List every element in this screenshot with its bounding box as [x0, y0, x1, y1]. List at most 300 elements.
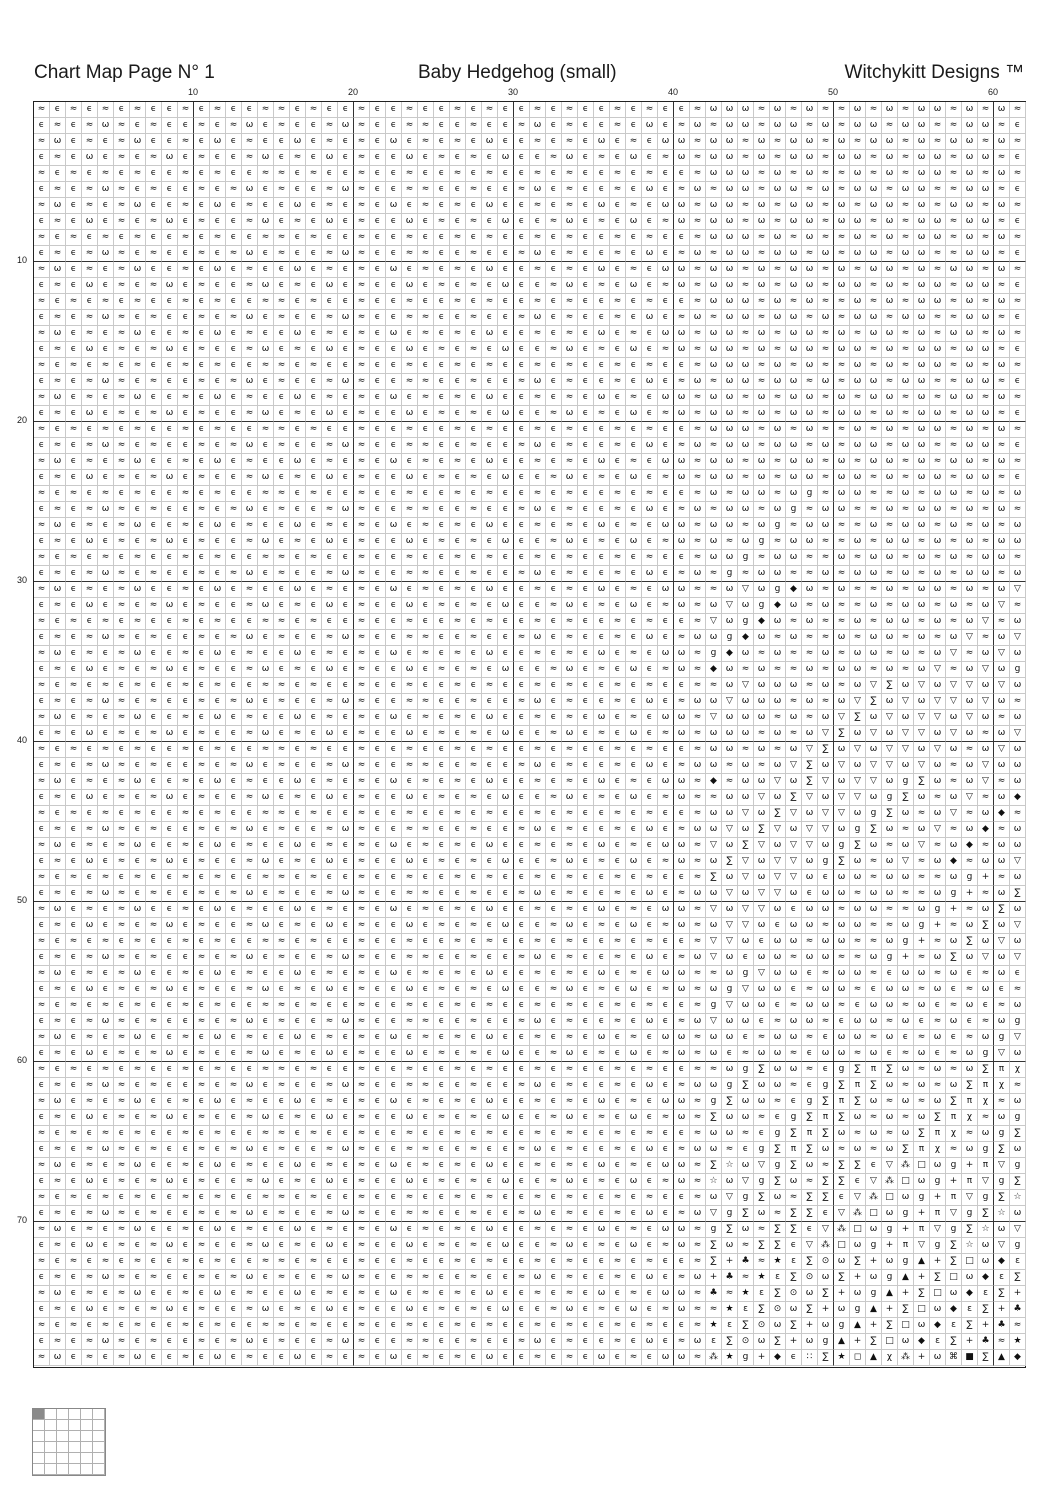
stitch-cell: ≈: [274, 950, 290, 966]
stitch-cell: ω: [786, 214, 802, 230]
stitch-cell: ≈: [466, 726, 482, 742]
stitch-cell: ≈: [866, 870, 882, 886]
stitch-cell: ω: [930, 1158, 946, 1174]
stitch-cell: ≈: [466, 1014, 482, 1030]
stitch-cell: ≈: [546, 854, 562, 870]
stitch-cell: ≈: [818, 278, 834, 294]
stitch-cell: ≈: [226, 182, 242, 198]
stitch-cell: ω: [834, 550, 850, 566]
stitch-cell: ≈: [450, 582, 466, 598]
stitch-cell: ω: [706, 166, 722, 182]
stitch-cell: ϵ: [274, 342, 290, 358]
stitch-cell: ϵ: [466, 1062, 482, 1078]
stitch-cell: ϵ: [578, 582, 594, 598]
stitch-cell: ω: [626, 918, 642, 934]
stitch-cell: ω: [482, 262, 498, 278]
stitch-cell: ω: [482, 1286, 498, 1302]
stitch-cell: ω: [258, 150, 274, 166]
stitch-cell: ϵ: [322, 678, 338, 694]
stitch-cell: ≈: [562, 630, 578, 646]
stitch-cell: ω: [738, 886, 754, 902]
stitch-cell: ≈: [866, 278, 882, 294]
stitch-cell: ∑: [962, 1318, 978, 1334]
stitch-cell: ω: [690, 822, 706, 838]
stitch-cell: ϵ: [418, 486, 434, 502]
stitch-cell: ω: [994, 582, 1010, 598]
stitch-cell: ≈: [82, 1014, 98, 1030]
stitch-cell: ≈: [274, 822, 290, 838]
stitch-cell: ϵ: [306, 966, 322, 982]
stitch-cell: ≈: [226, 246, 242, 262]
stitch-cell: ≈: [354, 1206, 370, 1222]
stitch-cell: ϵ: [418, 166, 434, 182]
stitch-cell: ϵ: [386, 550, 402, 566]
stitch-cell: ϵ: [34, 1302, 50, 1318]
stitch-cell: ≈: [994, 1094, 1010, 1110]
stitch-cell: ≈: [226, 758, 242, 774]
stitch-cell: ≈: [530, 166, 546, 182]
stitch-cell: ω: [962, 342, 978, 358]
stitch-cell: ϵ: [258, 1142, 274, 1158]
stitch-cell: ϵ: [370, 262, 386, 278]
stitch-cell: ≈: [834, 294, 850, 310]
stitch-cell: ≈: [642, 486, 658, 502]
stitch-cell: ≈: [306, 230, 322, 246]
stitch-cell: ϵ: [418, 470, 434, 486]
stitch-cell: ϵ: [162, 902, 178, 918]
stitch-cell: ϵ: [162, 1350, 178, 1366]
stitch-cell: ▽: [914, 726, 930, 742]
stitch-cell: ϵ: [882, 966, 898, 982]
stitch-cell: ≈: [562, 182, 578, 198]
stitch-cell: ϵ: [306, 598, 322, 614]
stitch-cell: ω: [50, 966, 66, 982]
stitch-cell: ϵ: [610, 646, 626, 662]
stitch-cell: ϵ: [34, 438, 50, 454]
stitch-cell: ω: [882, 1142, 898, 1158]
stitch-cell: ω: [658, 134, 674, 150]
stitch-cell: ∑: [818, 1286, 834, 1302]
stitch-cell: ∑: [946, 1094, 962, 1110]
stitch-cell: ϵ: [338, 1302, 354, 1318]
stitch-cell: ≈: [754, 550, 770, 566]
stitch-cell: ≈: [802, 1174, 818, 1190]
stitch-cell: ω: [866, 1126, 882, 1142]
stitch-cell: ∑: [834, 1078, 850, 1094]
stitch-cell: ω: [674, 726, 690, 742]
stitch-cell: ≈: [178, 1190, 194, 1206]
stitch-cell: ϵ: [130, 1270, 146, 1286]
stitch-cell: ϵ: [210, 502, 226, 518]
stitch-cell: ω: [786, 310, 802, 326]
stitch-cell: ≈: [530, 1126, 546, 1142]
stitch-cell: ≈: [354, 342, 370, 358]
stitch-cell: ϵ: [594, 438, 610, 454]
stitch-cell: ≈: [1010, 806, 1026, 822]
stitch-cell: ≈: [34, 774, 50, 790]
stitch-cell: ϵ: [466, 870, 482, 886]
stitch-cell: ≈: [834, 614, 850, 630]
stitch-cell: ω: [850, 902, 866, 918]
stitch-cell: ϵ: [466, 358, 482, 374]
stitch-cell: ω: [834, 694, 850, 710]
stitch-cell: ≈: [114, 918, 130, 934]
stitch-cell: ≈: [354, 198, 370, 214]
stitch-cell: ω: [802, 214, 818, 230]
stitch-cell: ω: [706, 822, 722, 838]
stitch-cell: ω: [130, 838, 146, 854]
stitch-cell: ≈: [530, 550, 546, 566]
stitch-cell: ω: [530, 822, 546, 838]
stitch-cell: ϵ: [34, 1238, 50, 1254]
stitch-cell: ω: [98, 1206, 114, 1222]
stitch-cell: ϵ: [610, 1046, 626, 1062]
stitch-cell: ϵ: [466, 614, 482, 630]
stitch-cell: ≈: [98, 870, 114, 886]
stitch-cell: ≈: [562, 390, 578, 406]
stitch-cell: ϵ: [658, 550, 674, 566]
stitch-cell: ϵ: [482, 662, 498, 678]
stitch-cell: ≈: [210, 678, 226, 694]
stitch-cell: ω: [290, 390, 306, 406]
stitch-cell: ≈: [898, 342, 914, 358]
stitch-cell: ω: [722, 1062, 738, 1078]
stitch-cell: ω: [834, 454, 850, 470]
stitch-cell: ω: [802, 102, 818, 118]
stitch-cell: ω: [130, 326, 146, 342]
stitch-cell: ω: [754, 710, 770, 726]
stitch-cell: ϵ: [498, 902, 514, 918]
stitch-cell: ϵ: [66, 310, 82, 326]
stitch-cell: ϵ: [290, 694, 306, 710]
stitch-cell: ϵ: [418, 854, 434, 870]
stitch-cell: ≈: [690, 230, 706, 246]
stitch-cell: ω: [866, 1270, 882, 1286]
stitch-cell: ▽: [978, 662, 994, 678]
stitch-cell: ω: [738, 1110, 754, 1126]
stitch-cell: ω: [994, 454, 1010, 470]
stitch-cell: ≈: [834, 902, 850, 918]
stitch-cell: ≈: [530, 742, 546, 758]
stitch-cell: ϵ: [130, 1014, 146, 1030]
stitch-cell: ϵ: [146, 1062, 162, 1078]
stitch-cell: ω: [530, 502, 546, 518]
stitch-cell: ϵ: [290, 102, 306, 118]
stitch-cell: ϵ: [194, 198, 210, 214]
stitch-cell: ϵ: [226, 918, 242, 934]
stitch-cell: ≈: [226, 502, 242, 518]
stitch-cell: ϵ: [34, 950, 50, 966]
stitch-cell: ϵ: [178, 630, 194, 646]
stitch-cell: ϵ: [594, 502, 610, 518]
stitch-cell: ≈: [274, 118, 290, 134]
stitch-cell: ≈: [626, 454, 642, 470]
stitch-cell: ≈: [98, 1062, 114, 1078]
stitch-cell: ϵ: [34, 502, 50, 518]
stitch-cell: ≈: [114, 838, 130, 854]
stitch-cell: ≈: [466, 566, 482, 582]
stitch-cell: ω: [642, 886, 658, 902]
stitch-cell: ε: [754, 1286, 770, 1302]
stitch-cell: ω: [210, 390, 226, 406]
stitch-cell: g: [818, 1334, 834, 1350]
stitch-cell: ϵ: [306, 1046, 322, 1062]
stitch-cell: ≈: [466, 374, 482, 390]
stitch-cell: ω: [962, 262, 978, 278]
stitch-cell: ϵ: [418, 406, 434, 422]
stitch-cell: ≈: [306, 102, 322, 118]
stitch-cell: ω: [898, 486, 914, 502]
stitch-cell: ≈: [530, 678, 546, 694]
stitch-cell: ≈: [354, 710, 370, 726]
stitch-cell: ≈: [450, 230, 466, 246]
stitch-cell: ≈: [258, 1190, 274, 1206]
stitch-cell: g: [770, 582, 786, 598]
stitch-cell: ω: [770, 726, 786, 742]
stitch-cell: ▽: [786, 838, 802, 854]
stitch-cell: ω: [930, 646, 946, 662]
stitch-cell: ϵ: [226, 1302, 242, 1318]
stitch-cell: ω: [882, 934, 898, 950]
stitch-cell: ω: [322, 534, 338, 550]
stitch-cell: ≈: [274, 806, 290, 822]
stitch-cell: ≈: [978, 294, 994, 310]
stitch-cell: ≈: [450, 646, 466, 662]
stitch-cell: ϵ: [578, 870, 594, 886]
stitch-cell: ≈: [450, 358, 466, 374]
stitch-cell: ▽: [818, 806, 834, 822]
stitch-cell: ϵ: [402, 646, 418, 662]
stitch-cell: ϵ: [498, 758, 514, 774]
stitch-cell: ≈: [642, 550, 658, 566]
stitch-cell: ω: [706, 422, 722, 438]
stitch-cell: ω: [290, 966, 306, 982]
stitch-cell: ω: [498, 1110, 514, 1126]
stitch-cell: ϵ: [130, 630, 146, 646]
stitch-cell: ≈: [98, 422, 114, 438]
stitch-cell: ϵ: [162, 1222, 178, 1238]
stitch-cell: ω: [834, 134, 850, 150]
stitch-cell: ϵ: [578, 550, 594, 566]
stitch-cell: ≈: [66, 294, 82, 310]
stitch-cell: ω: [834, 486, 850, 502]
stitch-cell: ω: [882, 390, 898, 406]
stitch-cell: ω: [674, 278, 690, 294]
stitch-cell: ϵ: [114, 1126, 130, 1142]
stitch-cell: ≈: [562, 262, 578, 278]
stitch-cell: ϵ: [306, 758, 322, 774]
stitch-cell: ≈: [290, 406, 306, 422]
stitch-cell: ω: [754, 150, 770, 166]
stitch-cell: ≈: [418, 1030, 434, 1046]
stitch-cell: ω: [946, 134, 962, 150]
stitch-cell: ϵ: [130, 534, 146, 550]
stitch-cell: ϵ: [514, 1126, 530, 1142]
stitch-cell: g: [994, 1174, 1010, 1190]
stitch-cell: ≈: [258, 870, 274, 886]
stitch-cell: ϵ: [274, 390, 290, 406]
stitch-cell: ω: [530, 950, 546, 966]
stitch-cell: ϵ: [370, 1206, 386, 1222]
stitch-cell: ϵ: [66, 822, 82, 838]
stitch-cell: ϵ: [498, 1142, 514, 1158]
stitch-cell: ω: [674, 646, 690, 662]
stitch-cell: ω: [850, 230, 866, 246]
stitch-cell: ϵ: [34, 310, 50, 326]
stitch-cell: ω: [786, 886, 802, 902]
stitch-cell: ϵ: [210, 534, 226, 550]
stitch-cell: ≈: [946, 438, 962, 454]
stitch-cell: g: [898, 1254, 914, 1270]
stitch-cell: ϵ: [210, 1238, 226, 1254]
stitch-cell: ϵ: [258, 1078, 274, 1094]
stitch-cell: ω: [962, 470, 978, 486]
stitch-cell: ≈: [114, 1350, 130, 1366]
stitch-cell: g: [786, 502, 802, 518]
stitch-cell: ≈: [130, 678, 146, 694]
stitch-cell: ω: [850, 1030, 866, 1046]
stitch-cell: ≈: [818, 630, 834, 646]
stitch-cell: ϵ: [386, 822, 402, 838]
stitch-cell: ω: [658, 710, 674, 726]
stitch-cell: ϵ: [162, 614, 178, 630]
stitch-cell: ≈: [994, 438, 1010, 454]
stitch-cell: ϵ: [450, 438, 466, 454]
stitch-cell: ϵ: [546, 1094, 562, 1110]
stitch-cell: ≈: [418, 902, 434, 918]
stitch-cell: ≈: [610, 934, 626, 950]
stitch-cell: ϵ: [210, 982, 226, 998]
stitch-cell: g: [866, 1238, 882, 1254]
stitch-cell: ϵ: [610, 1094, 626, 1110]
stitch-cell: ≈: [50, 1078, 66, 1094]
stitch-cell: ϵ: [290, 886, 306, 902]
stitch-cell: ϵ: [130, 1142, 146, 1158]
stitch-cell: ω: [882, 454, 898, 470]
stitch-cell: ϵ: [338, 678, 354, 694]
stitch-cell: g: [882, 1270, 898, 1286]
stitch-cell: ϵ: [482, 150, 498, 166]
stitch-cell: ω: [818, 790, 834, 806]
stitch-cell: ≈: [114, 262, 130, 278]
stitch-cell: ≈: [82, 1030, 98, 1046]
stitch-cell: ϵ: [786, 1238, 802, 1254]
stitch-cell: ϵ: [578, 1142, 594, 1158]
stitch-cell: ϵ: [434, 870, 450, 886]
stitch-cell: ω: [850, 102, 866, 118]
stitch-cell: ≈: [690, 742, 706, 758]
stitch-cell: ϵ: [194, 998, 210, 1014]
stitch-cell: ω: [722, 374, 738, 390]
stitch-cell: ϵ: [146, 902, 162, 918]
stitch-cell: ϵ: [578, 150, 594, 166]
stitch-cell: ω: [674, 710, 690, 726]
stitch-cell: ★: [722, 1302, 738, 1318]
stitch-cell: ≈: [690, 278, 706, 294]
stitch-cell: ϵ: [642, 1158, 658, 1174]
stitch-cell: ϵ: [130, 822, 146, 838]
stitch-cell: ♣: [706, 1286, 722, 1302]
stitch-cell: ≈: [178, 934, 194, 950]
stitch-cell: ⁂: [882, 1174, 898, 1190]
stitch-cell: ϵ: [434, 678, 450, 694]
stitch-cell: ω: [338, 950, 354, 966]
stitch-cell: ≈: [978, 966, 994, 982]
stitch-cell: ≈: [354, 518, 370, 534]
stitch-cell: ϵ: [594, 166, 610, 182]
stitch-cell: ϵ: [34, 1334, 50, 1350]
stitch-cell: ∑: [818, 1126, 834, 1142]
stitch-cell: ϵ: [306, 214, 322, 230]
stitch-cell: ≈: [258, 1318, 274, 1334]
stitch-cell: ω: [498, 1302, 514, 1318]
stitch-cell: ≈: [450, 102, 466, 118]
stitch-cell: ω: [722, 902, 738, 918]
stitch-cell: ω: [722, 1030, 738, 1046]
stitch-cell: ≈: [690, 710, 706, 726]
stitch-cell: ϵ: [610, 902, 626, 918]
stitch-cell: ω: [482, 454, 498, 470]
stitch-cell: ≈: [786, 950, 802, 966]
stitch-cell: ϵ: [370, 838, 386, 854]
stitch-cell: ϵ: [98, 150, 114, 166]
stitch-cell: ϵ: [370, 726, 386, 742]
stitch-cell: +: [898, 950, 914, 966]
stitch-cell: ω: [290, 838, 306, 854]
stitch-cell: ≈: [530, 1222, 546, 1238]
stitch-cell: ▽: [706, 902, 722, 918]
stitch-cell: +: [898, 1286, 914, 1302]
stitch-cell: ≈: [178, 870, 194, 886]
stitch-cell: ≈: [66, 358, 82, 374]
stitch-cell: ≈: [514, 310, 530, 326]
stitch-cell: ϵ: [338, 294, 354, 310]
stitch-cell: ϵ: [466, 1286, 482, 1302]
stitch-cell: ϵ: [1010, 438, 1026, 454]
stitch-cell: ω: [82, 214, 98, 230]
stitch-cell: ϵ: [578, 1206, 594, 1222]
stitch-cell: ω: [674, 1238, 690, 1254]
stitch-cell: ≈: [450, 998, 466, 1014]
stitch-cell: ≈: [210, 422, 226, 438]
stitch-cell: ≈: [450, 742, 466, 758]
stitch-cell: ω: [770, 790, 786, 806]
stitch-cell: ω: [994, 198, 1010, 214]
stitch-cell: ≈: [690, 358, 706, 374]
stitch-cell: ω: [130, 454, 146, 470]
stitch-cell: ω: [562, 278, 578, 294]
stitch-cell: ϵ: [530, 1174, 546, 1190]
stitch-cell: ω: [130, 134, 146, 150]
stitch-cell: ω: [850, 726, 866, 742]
stitch-cell: ϵ: [338, 406, 354, 422]
stitch-cell: ϵ: [658, 1142, 674, 1158]
stitch-cell: ≈: [322, 1142, 338, 1158]
stitch-cell: ϵ: [594, 886, 610, 902]
stitch-cell: ω: [242, 1270, 258, 1286]
stitch-cell: ϵ: [130, 726, 146, 742]
stitch-cell: ≈: [82, 390, 98, 406]
stitch-cell: ≈: [306, 678, 322, 694]
stitch-cell: ≈: [818, 150, 834, 166]
stitch-cell: ▽: [962, 1190, 978, 1206]
stitch-cell: ϵ: [50, 166, 66, 182]
stitch-cell: ϵ: [610, 598, 626, 614]
stitch-cell: ω: [498, 1046, 514, 1062]
stitch-cell: ≈: [546, 150, 562, 166]
stitch-cell: ≈: [690, 934, 706, 950]
stitch-cell: ϵ: [130, 694, 146, 710]
